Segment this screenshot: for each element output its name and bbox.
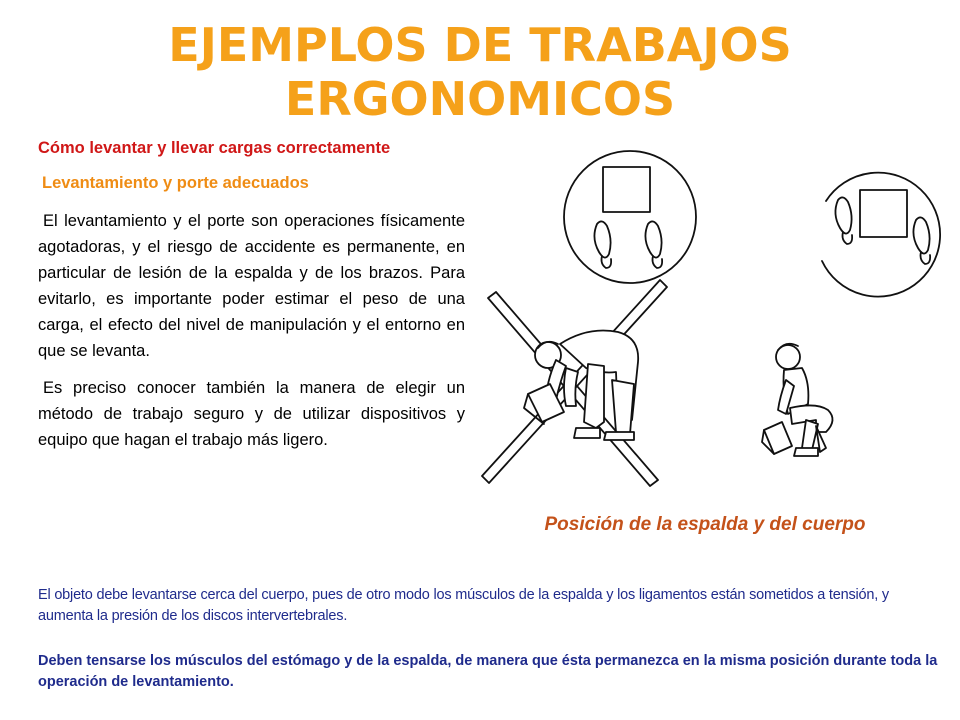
correct-squat-icon xyxy=(762,344,833,456)
paragraph-2: Es preciso conocer también la manera de elegir un método de trabajo seguro y de utilizar dispositivos y equipo que hagan el trabajo más ligero. xyxy=(38,379,465,449)
note-tense-muscles: Deben tensarse los músculos del estómago y de la espalda, de manera que ésta permanezca en la misma posición durante toda la operación de levantamiento. xyxy=(38,652,938,690)
page-title-line-2: ERGONOMICOS xyxy=(284,72,676,126)
paragraph-1: El levantamiento y el porte son operaciones físicamente agotadoras, y el riesgo de accidente es permanente, en particular de lesión de la espalda y de los brazos. Para evitarlo, es importante poder estimar el peso de una carga, el efecto del nivel de manipulación y el entorno en que se levanta. xyxy=(38,212,465,360)
subtitle-lifting: Cómo levantar y llevar cargas correctamente xyxy=(38,139,391,157)
figure-caption: Posición de la espalda y del cuerpo xyxy=(544,514,866,535)
footprints-circle-icon xyxy=(564,151,696,283)
left-column xyxy=(38,137,465,464)
subtitle-proper-lifting: Levantamiento y porte adecuados xyxy=(42,174,309,192)
page-title-line-1: EJEMPLOS DE TRABAJOS xyxy=(168,18,792,72)
page-title xyxy=(0,18,960,126)
lifting-posture-illustration xyxy=(475,145,960,505)
note-lift-close-to-body: El objeto debe levantarse cerca del cuerpo, pues de otro modo los músculos de la espalda y los ligamentos están sometidos a tensión, y aumenta la presión de los discos intervertebrales. xyxy=(38,586,889,624)
wrong-posture-cross-icon xyxy=(482,280,667,486)
footprints-arc-icon xyxy=(822,173,940,297)
